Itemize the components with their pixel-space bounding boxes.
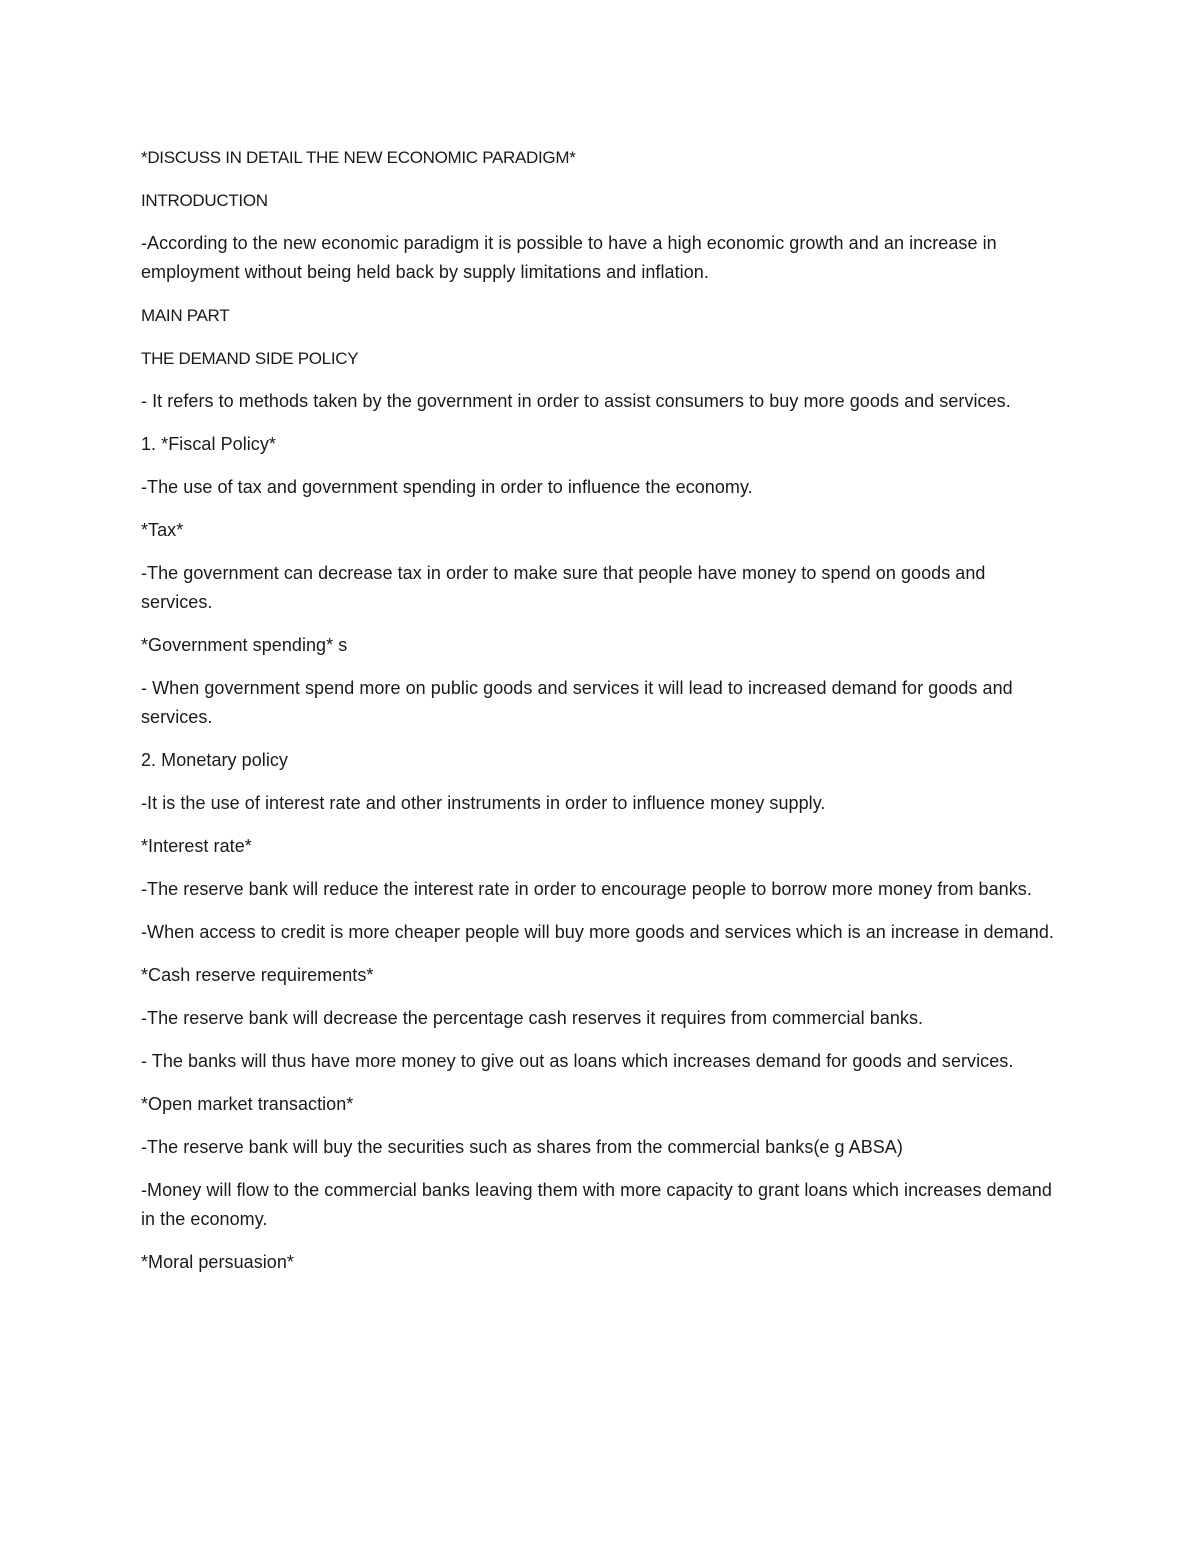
paragraph-cash-reserve-1: -The reserve bank will decrease the percentage cash reserves it requires from commercial banks.	[141, 1008, 924, 1028]
paragraph-tax: -The government can decrease tax in order to make sure that people have money to spend on goods and services.	[141, 563, 986, 612]
subheading-monetary-policy: 2. Monetary policy	[141, 750, 288, 770]
paragraph-open-market-2: -Money will flow to the commercial banks leaving them with more capacity to grant loans which increases demand in the economy.	[141, 1180, 1052, 1229]
paragraph-fiscal-policy: -The use of tax and government spending in order to influence the economy.	[141, 477, 753, 497]
paragraph-cash-reserve-2: - The banks will thus have more money to give out as loans which increases demand for goods and services.	[141, 1051, 1014, 1071]
subheading-fiscal-policy: 1. *Fiscal Policy*	[141, 434, 276, 454]
paragraph-introduction: -According to the new economic paradigm it is possible to have a high economic growth and an increase in employment without being held back by supply limitations and inflation.	[141, 233, 997, 282]
document-title: *DISCUSS IN DETAIL THE NEW ECONOMIC PARADIGM*	[141, 148, 576, 167]
subheading-open-market-transaction: *Open market transaction*	[141, 1094, 354, 1114]
section-heading-introduction: INTRODUCTION	[141, 191, 268, 210]
paragraph-interest-rate-2: -When access to credit is more cheaper people will buy more goods and services which is an increase in demand.	[141, 922, 1054, 942]
paragraph-monetary-policy: -It is the use of interest rate and other instruments in order to influence money supply.	[141, 793, 826, 813]
section-heading-demand-side-policy: THE DEMAND SIDE POLICY	[141, 349, 359, 368]
paragraph-open-market-1: -The reserve bank will buy the securities such as shares from the commercial banks(e g ABSA)	[141, 1137, 903, 1157]
paragraph-government-spending: - When government spend more on public goods and services it will lead to increased demand for goods and services.	[141, 678, 1013, 727]
subheading-cash-reserve-requirements: *Cash reserve requirements*	[141, 965, 374, 985]
subheading-tax: *Tax*	[141, 520, 184, 540]
subheading-interest-rate: *Interest rate*	[141, 836, 252, 856]
subheading-government-spending: *Government spending* s	[141, 635, 348, 655]
subheading-moral-persuasion: *Moral persuasion*	[141, 1252, 294, 1272]
document-body	[141, 143, 1061, 1291]
section-heading-main-part: MAIN PART	[141, 306, 230, 325]
paragraph-interest-rate-1: -The reserve bank will reduce the interest rate in order to encourage people to borrow more money from banks.	[141, 879, 1032, 899]
paragraph-demand-side-definition: - It refers to methods taken by the government in order to assist consumers to buy more goods and services.	[141, 391, 1011, 411]
